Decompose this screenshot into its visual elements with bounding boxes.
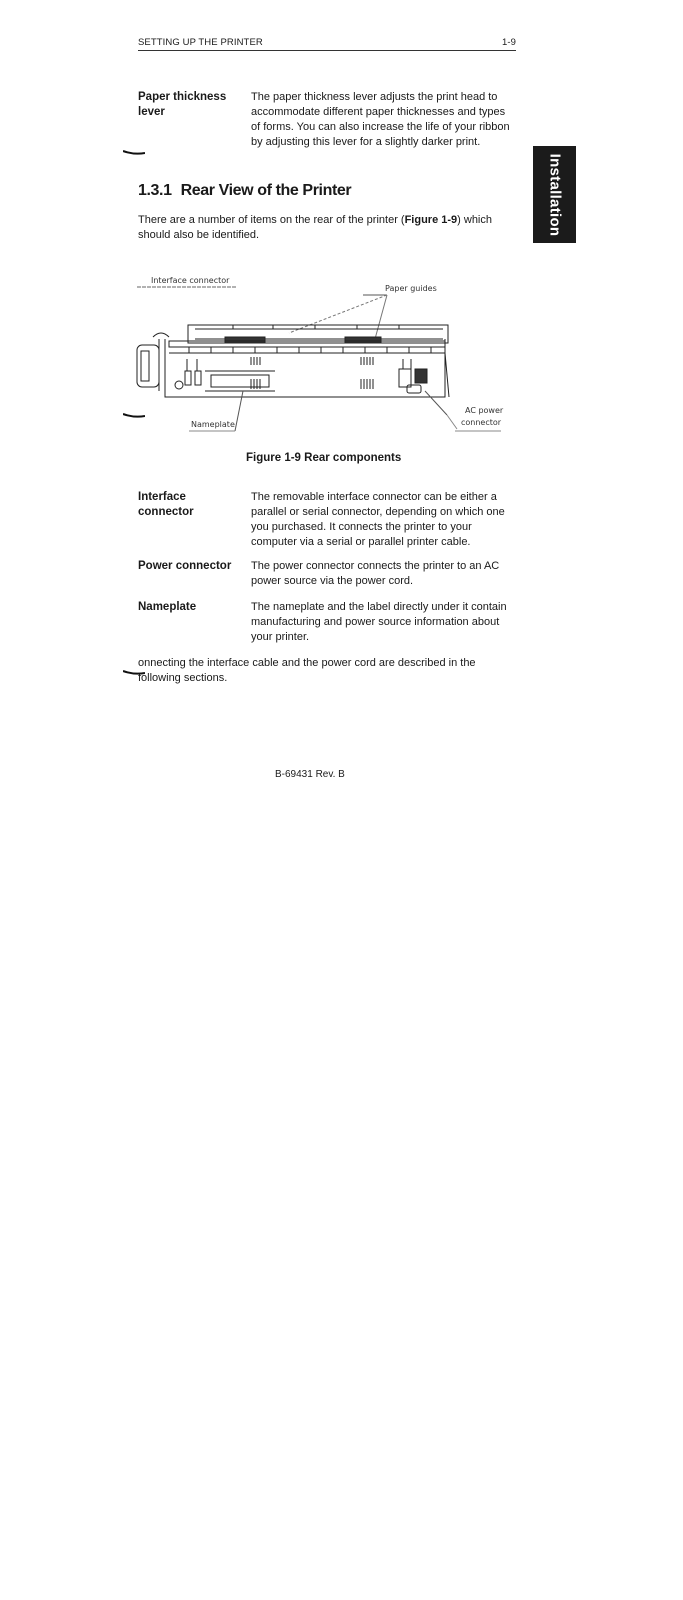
binding-mark-1: [123, 150, 145, 155]
footer-doc-number: B-69431 Rev. B: [275, 769, 345, 780]
figure-rear-view: [125, 267, 515, 447]
section-intro: [138, 213, 513, 243]
label-ac-power-1: AC power: [465, 406, 504, 415]
term-paper-thickness-lever: Paper thickness lever: [138, 91, 227, 118]
term-nameplate: Nameplate: [138, 601, 197, 613]
desc-interface-connector: The removable interface connector can be either a parallel or serial connector, depending on which one you purchased. It connects the printer to your computer via a serial or parallel printer cable.: [251, 491, 505, 548]
term-power-connector: Power connector: [138, 560, 232, 572]
side-tab-label: Installation: [546, 153, 563, 236]
intro-figure-ref[interactable]: Figure 1-9: [404, 214, 458, 226]
section-heading: [138, 182, 351, 200]
term-interface-connector: Interface connector: [138, 491, 194, 518]
header-section-title: SETTING UP THE PRINTER: [138, 37, 263, 48]
desc-paper-thickness-lever: The paper thickness lever adjusts the print head to accommodate different paper thicknesses and types of forms. You can also increase the life of your ribbon by adjusting this lever for a slightly darker print.: [251, 91, 510, 148]
closing-paragraph: onnecting the interface cable and the power cord are described in the following sections.: [138, 657, 476, 684]
desc-power-connector: The power connector connects the printer to an AC power source via the power cord.: [251, 560, 500, 587]
label-nameplate: Nameplate: [191, 420, 235, 429]
section-number: 1.3.1: [138, 182, 172, 199]
running-header: [138, 37, 516, 51]
label-ac-power-2: connector: [461, 418, 502, 427]
header-page-number: 1-9: [501, 37, 516, 48]
intro-text-after: ) which should also be identified.: [138, 214, 492, 241]
figure-caption: Figure 1-9 Rear components: [246, 452, 402, 464]
header-rule: [138, 50, 516, 51]
binding-mark-3: [123, 670, 145, 675]
printer-rear-illustration: [125, 267, 515, 447]
label-paper-guides: Paper guides: [385, 284, 437, 293]
binding-mark-2: [123, 413, 145, 418]
intro-text-before: There are a number of items on the rear of the printer (: [138, 214, 405, 226]
label-interface-connector: Interface connector: [151, 276, 230, 285]
desc-nameplate: The nameplate and the label directly under it contain manufacturing and power source information about your printer.: [251, 601, 507, 643]
section-side-tab: [533, 146, 576, 243]
section-title: Rear View of the Printer: [180, 182, 352, 199]
